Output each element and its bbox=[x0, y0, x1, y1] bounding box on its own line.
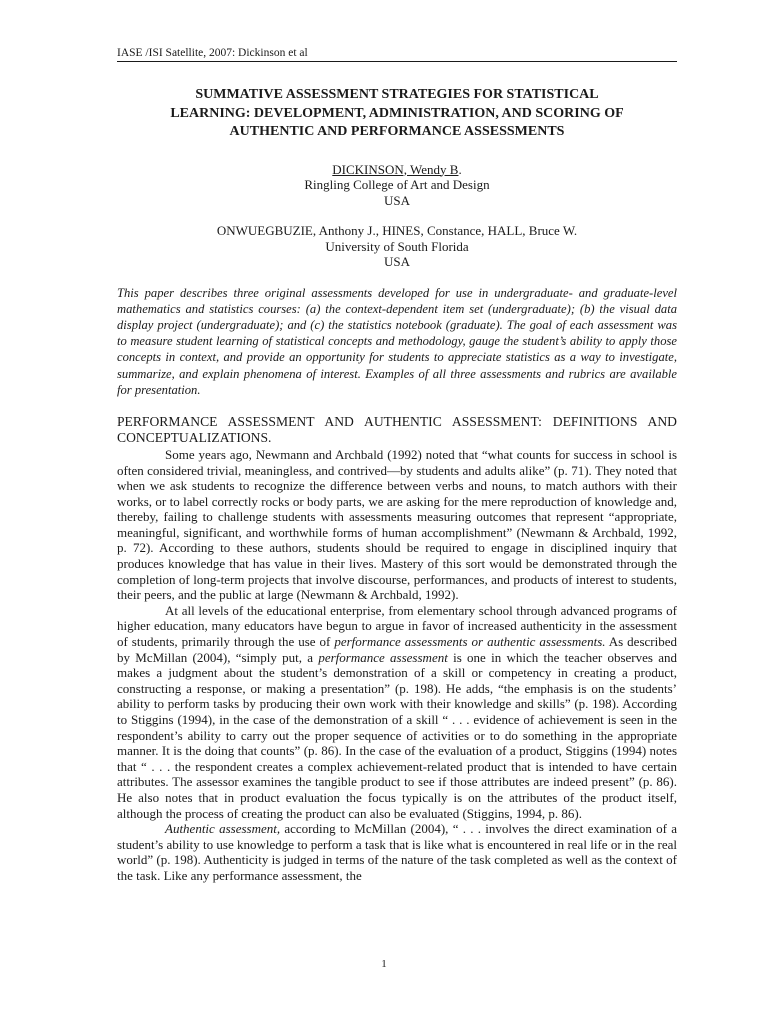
author-affiliation-2: University of South Florida bbox=[325, 238, 469, 254]
title-line-2: LEARNING: DEVELOPMENT, ADMINISTRATION, AND SCORING OF bbox=[170, 105, 624, 121]
title-line-3: AUTHENTIC AND PERFORMANCE ASSESSMENTS bbox=[229, 124, 565, 139]
paragraph-2-part-b: As described by McMillan (2004), “simply put, a bbox=[117, 634, 677, 665]
paragraph-3-emphasis: Authentic assessment, bbox=[165, 821, 281, 837]
author-line-1 bbox=[117, 162, 677, 178]
title-line-1: SUMMATIVE ASSESSMENT STRATEGIES FOR STATISTICAL bbox=[195, 87, 599, 102]
paragraph-2-emphasis-1: performance assessments or authentic assessments. bbox=[334, 634, 606, 650]
author-country-2: USA bbox=[383, 254, 410, 269]
paragraph-3-rest: according to McMillan (2004), “ . . . involves the direct examination of a student’s ability to use knowledge to perform a task that is like what is encountered in real life or in the real world” (p. 198). Authenticity is judged in terms of the nature of the task completed as well as the context of the task. Like any performance assessment, the bbox=[117, 821, 677, 883]
author-name-suffix: . bbox=[458, 161, 462, 177]
author-affiliation-1: Ringling College of Art and Design bbox=[304, 177, 490, 192]
paragraph-3 bbox=[117, 821, 677, 883]
running-header: IASE /ISI Satellite, 2007: Dickinson et al bbox=[117, 46, 677, 62]
paper-title bbox=[137, 86, 657, 142]
abstract: This paper describes three original assessments developed for use in undergraduate- and graduate-level mathematics and statistics courses: (a) the context-dependent item set (undergraduate); (b) the visual data display project (undergraduate); and (c) the statistics notebook (graduate). The goal of each assessment was to measure student learning of statistical concepts and methodology, gauge the student’s ability to apply those concepts in context, and provide an opportunity for students to appreciate statistics as a way to investigate, summarize, and explain phenomena of interest. Examples of all three assessments and rubrics are available for presentation. bbox=[117, 285, 677, 397]
paragraph-2-part-c: is one in which the teacher observes and makes a judgment about the student’s demonstration of a skill or competency in creating a product, constructing a response, or making a presentation” (p. 198). He adds, “the emphasis is on the students’ ability to perform tasks by producing their own work with their knowledge and skills” (p. 198). According to Stiggins (1994), in the case of the demonstration of a skill “ . . . evidence of achievement is seen in the respondent’s ability to carry out the proper sequence of activities or to do something in the appropriate manner. It is the doing that counts” (p. 86). In the case of the evaluation of a product, Stiggins (1994) notes that “ . . . the respondent creates a complex achievement-related product that is intended to have certain attributes. The assessor examines the tangible product to see if those attributes are indeed present” (p. 86). He also notes that in product evaluation the focus typically is on the attributes of the product itself, although the process of creating the product can also be evaluated (Stiggins, 1994, p. 86). bbox=[117, 649, 677, 821]
author-country-1: USA bbox=[383, 192, 410, 208]
paragraph-2-emphasis-2: performance assessment bbox=[318, 649, 448, 665]
paragraph-2-part-a: At all levels of the educational enterprise, from elementary school through advanced programs of higher education, many educators have begun to argue in favor of increased authenticity in the assessment of students, primarily through the use of bbox=[117, 602, 677, 650]
paragraph-1: Some years ago, Newmann and Archbald (1992) noted that “what counts for success in school is often considered trivial, meaningless, and contrived—by students and adults alike” (p. 71). They noted that when we ask students to recognize the difference between verbs and nouns, to match authors with their works, or to label correctly rocks or body parts, we are asking for the mere reproduction of knowledge and, thereby, failing to challenge students with assessments measuring outcomes that represent “appropriate, meaningful, significant, and worthwhile forms of human accomplishment” (Newmann & Archbald, 1992, p. 72). According to these authors, students should be required to engage in disciplined inquiry that produces knowledge that has value in their lives. Mastery of this sort would be demonstrated through the completion of long-term projects that involve discourse, performances, and products of interest to students, their peers, and the public at large (Newmann & Archbald, 1992). bbox=[117, 446, 677, 603]
author-names-2: ONWUEGBUZIE, Anthony J., HINES, Constance, HALL, Bruce W. bbox=[216, 223, 578, 238]
section-heading: PERFORMANCE ASSESSMENT AND AUTHENTIC ASSESSMENT: DEFINITIONS AND CONCEPTUALIZATIONS. bbox=[117, 413, 677, 446]
paper-page bbox=[117, 46, 677, 884]
author-block-2 bbox=[117, 223, 677, 270]
paragraph-2 bbox=[117, 603, 677, 821]
author-name-1: DICKINSON, Wendy B bbox=[332, 161, 459, 177]
page-number: 1 bbox=[381, 958, 387, 970]
author-block-1 bbox=[117, 162, 677, 209]
